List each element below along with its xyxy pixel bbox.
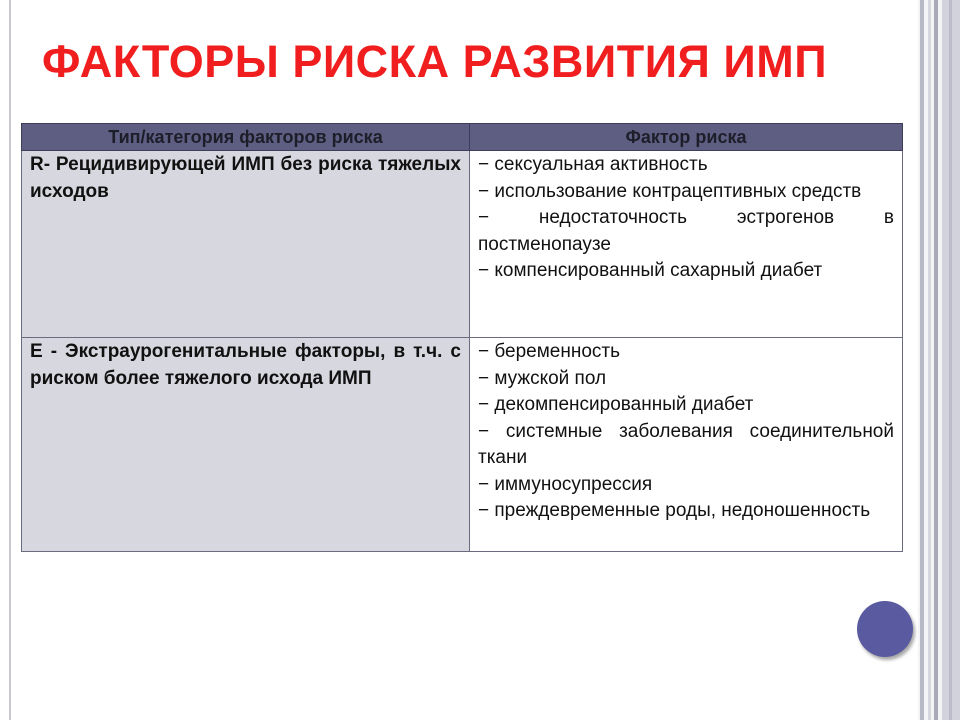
right-decorative-stripes bbox=[918, 0, 960, 720]
category-cell-e: Е - Экстраурогенитальные факторы, в т.ч. с риском более тяжелого исхода ИМП bbox=[22, 338, 470, 552]
factor-item: − сексуальная активность bbox=[478, 154, 708, 175]
factor-item: − иммуносупрессия bbox=[478, 473, 653, 495]
header-factor: Фактор риска bbox=[470, 124, 903, 151]
slide-title: ФАКТОРЫ РИСКА РАЗВИТИЯ ИМП bbox=[42, 36, 828, 87]
factor-cell-r bbox=[470, 151, 903, 338]
factor-item: − преждевременные роды, недоношенность bbox=[478, 500, 871, 521]
factor-item: − беременность bbox=[478, 341, 621, 362]
factor-item: − компенсированный сахарный диабет bbox=[478, 260, 823, 281]
factor-item: − использование контрацептивных средств bbox=[478, 180, 862, 202]
factor-item: − системные заболевания соединительной ткани bbox=[478, 420, 894, 468]
table-header-row bbox=[22, 124, 903, 151]
table-row bbox=[22, 151, 903, 338]
category-cell-r: R- Рецидивирующей ИМП без риска тяжелых исходов bbox=[22, 151, 470, 338]
risk-factors-table bbox=[21, 123, 903, 552]
header-category: Тип/категория факторов риска bbox=[22, 124, 470, 151]
factor-item: − мужской пол bbox=[478, 367, 607, 389]
factor-cell-e bbox=[470, 338, 903, 552]
factor-item: − недостаточность эстрогенов в постменопаузе bbox=[478, 207, 894, 255]
left-border-line bbox=[9, 0, 11, 720]
slide-nav-circle-button[interactable] bbox=[857, 601, 913, 657]
table-row bbox=[22, 338, 903, 552]
factor-item: − декомпенсированный диабет bbox=[478, 394, 754, 415]
